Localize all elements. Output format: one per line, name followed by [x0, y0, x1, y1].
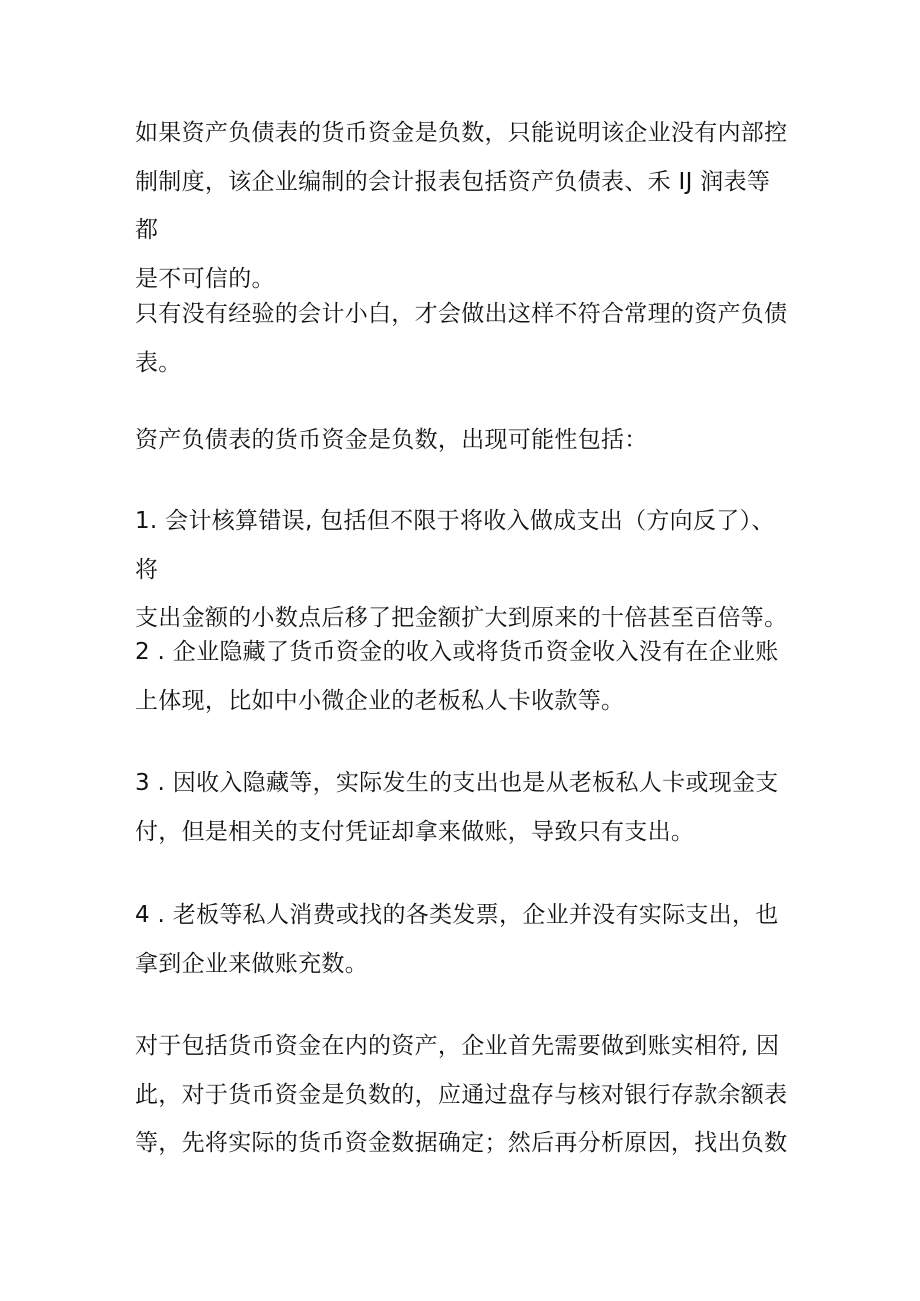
paragraph-remedy: 对于包括货币资金在内的资产，企业首先需要做到账实相符, 因 此，对于货币资金是负数的，应通过盘存与核对银行存款余额表 等，先将实际的货币资金数据确定；然后再分析原因，找出负数 — [135, 1033, 788, 1156]
paragraph-intro: 如果资产负债表的货币资金是负数，只能说明该企业没有内部控 制制度，该企业编制的会计报表包括资产负债表、禾 IJ 润表等都 是不可信的。 — [135, 120, 788, 292]
list-item-2: 2 . 企业隐藏了货币资金的收入或将货币资金收入没有在企业账 上体现，比如中小微企业的老板私人卡收款等。 — [135, 639, 779, 714]
paragraph-possibilities-heading: 资产负债表的货币资金是负数，出现可能性包括： — [135, 427, 648, 453]
list-item-4: 4 . 老板等私人消费或找的各类发票，企业并没有实际支出，也 拿到企业来做账充数。 — [135, 902, 779, 977]
list-item-1: 1. 会计核算错误, 包括但不限于将收入做成支出（方向反了）、将 支出金额的小数点后移了把金额扩大到原来的十倍甚至百倍等。 — [135, 508, 788, 631]
paragraph-inexperienced: 只有没有经验的会计小白，才会做出这样不符合常理的资产负债 表。 — [135, 301, 788, 376]
list-item-3: 3 . 因收入隐藏等，实际发生的支出也是从老板私人卡或现金支 付，但是相关的支付凭证却拿来做账，导致只有支出。 — [135, 770, 779, 845]
